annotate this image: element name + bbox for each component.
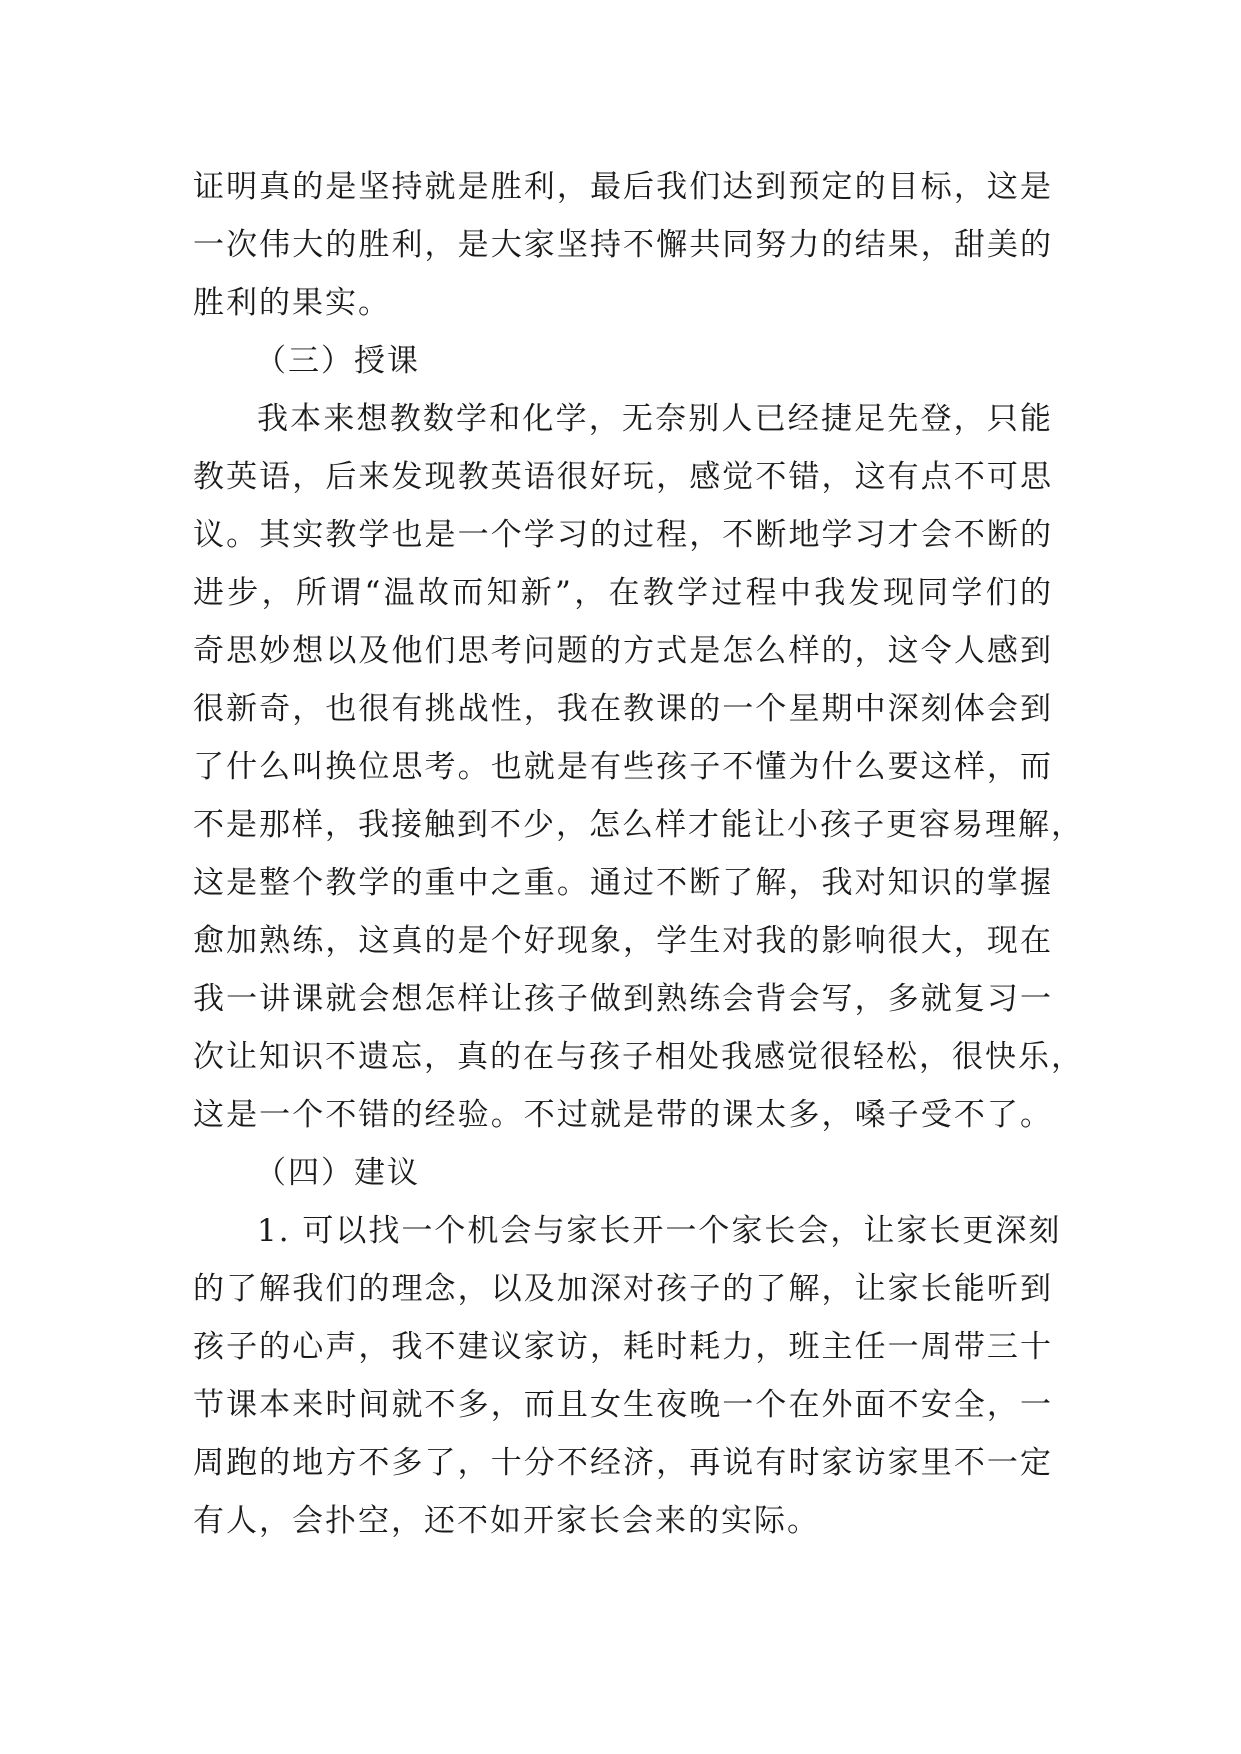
paragraph-teaching <box>193 390 1084 1144</box>
text-line: 我本来想教数学和化学，无奈别人已经捷足先登，只能 <box>257 401 1053 437</box>
text-line: 次让知识不遗忘，真的在与孩子相处我感觉很轻松，很快乐， <box>193 1039 1084 1075</box>
text-line: 教英语，后来发现教英语很好玩，感觉不错，这有点不可思 <box>193 459 1053 495</box>
text-line: 1. 可以找一个机会与家长开一个家长会，让家长更深刻 <box>257 1213 1062 1249</box>
text-line: 议。其实教学也是一个学习的过程，不断地学习才会不断的 <box>193 517 1053 553</box>
text-line: 奇思妙想以及他们思考问题的方式是怎么样的，这令人感到 <box>193 633 1053 669</box>
section-heading-suggestions: （四）建议 <box>255 1155 420 1191</box>
document-body <box>193 158 1084 1550</box>
text-line: 不是那样，我接触到不少，怎么样才能让小孩子更容易理解， <box>193 807 1084 843</box>
text-line: 证明真的是坚持就是胜利，最后我们达到预定的目标，这是 <box>193 169 1053 205</box>
text-line: 孩子的心声，我不建议家访，耗时耗力，班主任一周带三十 <box>193 1329 1053 1365</box>
text-line: 周跑的地方不多了，十分不经济，再说有时家访家里不一定 <box>193 1445 1053 1481</box>
paragraph-continuation <box>193 158 1053 332</box>
text-line: 一次伟大的胜利，是大家坚持不懈共同努力的结果，甜美的 <box>193 227 1053 263</box>
text-line: 胜利的果实。 <box>193 285 391 321</box>
text-line: 有人，会扑空，还不如开家长会来的实际。 <box>193 1503 820 1539</box>
text-line: 进步，所谓“温故而知新”，在教学过程中我发现同学们的 <box>193 575 1053 611</box>
text-line: 这是一个不错的经验。不过就是带的课太多，嗓子受不了。 <box>193 1097 1053 1133</box>
text-line: 我一讲课就会想怎样让孩子做到熟练会背会写，多就复习一 <box>193 981 1053 1017</box>
section-heading-teaching: （三）授课 <box>255 343 420 379</box>
text-line: 很新奇，也很有挑战性，我在教课的一个星期中深刻体会到 <box>193 691 1053 727</box>
text-line: 愈加熟练，这真的是个好现象，学生对我的影响很大，现在 <box>193 923 1053 959</box>
text-line: 节课本来时间就不多，而且女生夜晚一个在外面不安全，一 <box>193 1387 1053 1423</box>
text-line: 了什么叫换位思考。也就是有些孩子不懂为什么要这样，而 <box>193 749 1053 785</box>
text-line: 这是整个教学的重中之重。通过不断了解，我对知识的掌握 <box>193 865 1053 901</box>
text-line: 的了解我们的理念，以及加深对孩子的了解，让家长能听到 <box>193 1271 1053 1307</box>
paragraph-suggestion-1 <box>193 1202 1062 1550</box>
